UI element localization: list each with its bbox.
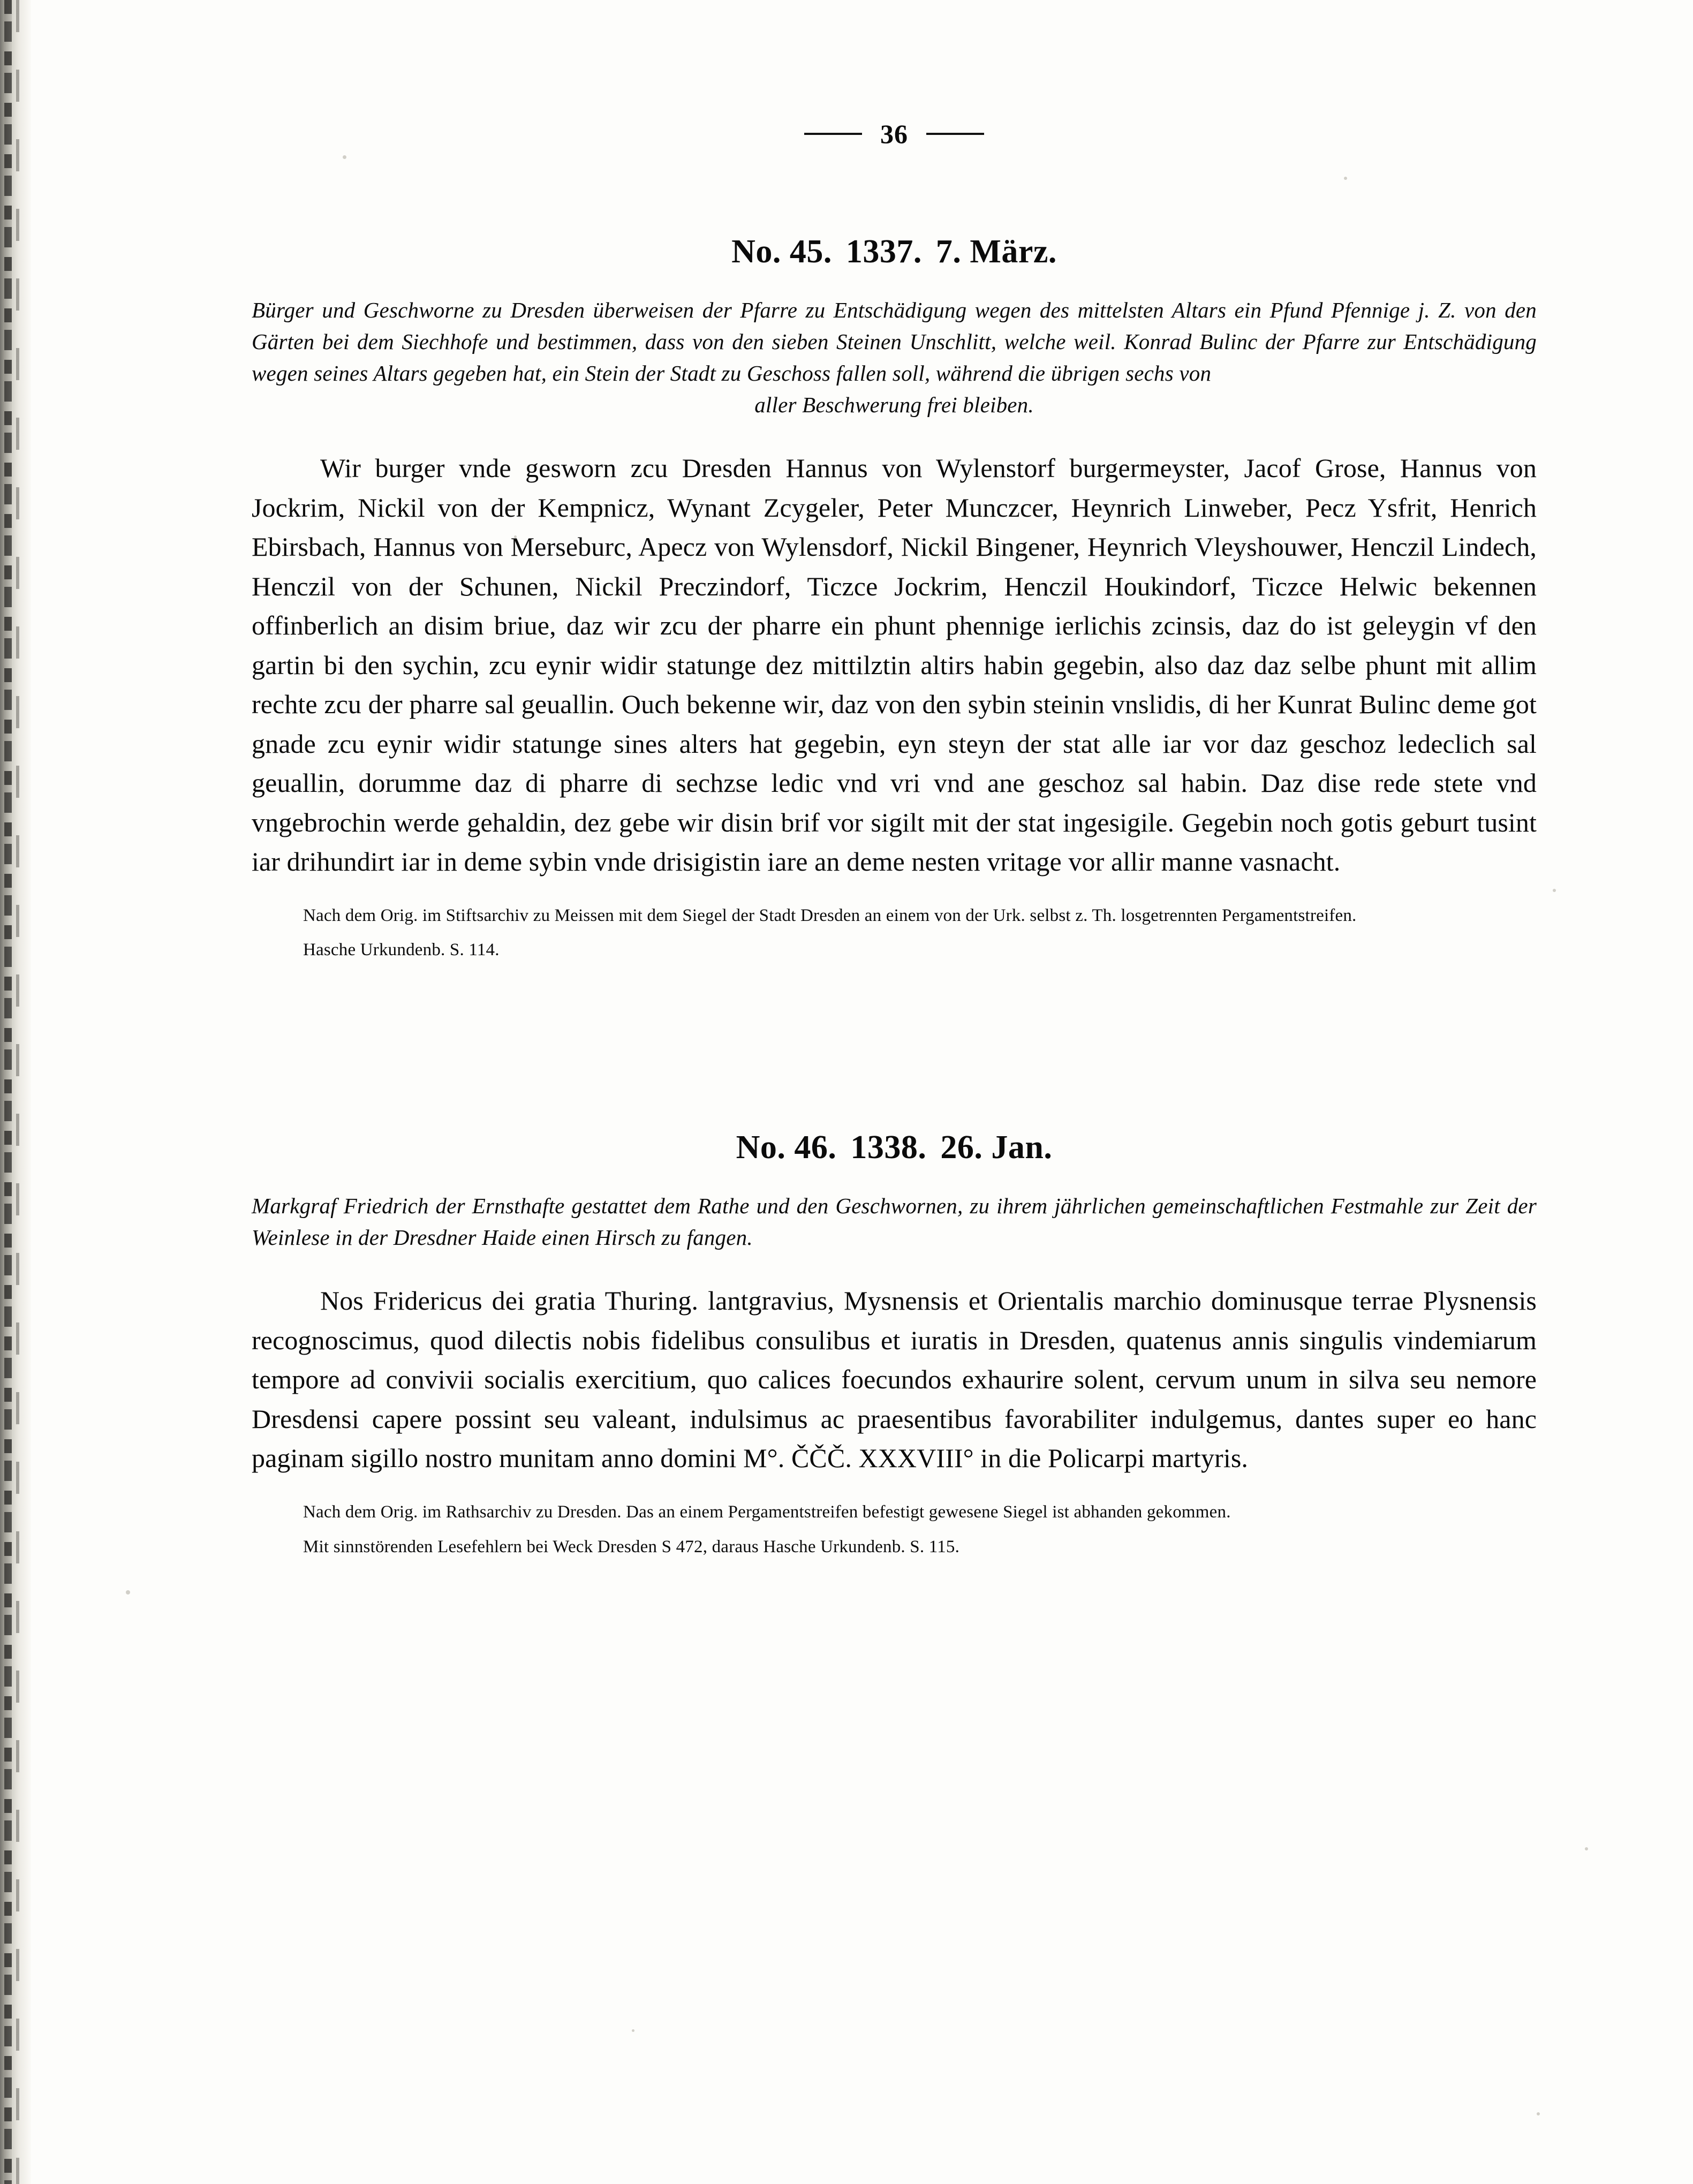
charter-reference-note-45: Hasche Urkundenb. S. 114. (303, 940, 500, 960)
scan-speck (1553, 889, 1556, 892)
charter-heading-46 (252, 1129, 1537, 1167)
charter-date-46: 26. Jan. (940, 1129, 1053, 1166)
section-spacer (252, 963, 1537, 1043)
charter-number-45: No. 45. (731, 233, 832, 270)
charter-year-45: 1337. (845, 233, 922, 270)
charter-heading-45 (252, 233, 1537, 271)
regest-line: Markgraf Friedrich der Ernsthafte gestattet dem Rathe und den Geschwornen, zu ihrem jährlichen (252, 1193, 1146, 1219)
page-number: 36 (880, 119, 908, 149)
charter-source-note-45: Nach dem Orig. im Stiftsarchiv zu Meissen mit dem Siegel der Stadt Dresden an einem von der Urk. selbst z. Th. losgetrennten Pergamentstreifen. (303, 905, 1357, 925)
charter-number-46: No. 46. (736, 1129, 837, 1166)
charter-body-46: Nos Fridericus dei gratia Thuring. lantgravius, Mysnensis et Orientalis marchio dominusque terrae Plysnensis recognoscimus, quod dilectis nobis fidelibus consulibus et iuratis in Dresden, quatenus annis singulis vindemiarum tempore ad convivii socialis exercitium, quo calices foecundos exhaurire solent, cervum unum in silva seu nemore Dresdensi capere possint seu valeant, indulsimus ac praesentibus favorabiliter indulgemus, dantes super eo hanc paginam sigillo nostro munitam anno domini M°. ČČČ. XXXVIII° in die Policarpi martyris. (252, 1286, 1537, 1473)
regest-line: Altars ein Pfund Pfennige j. Z. von den Gärten bei dem Siechhofe und bestimmen, dass von den (252, 298, 1537, 354)
scan-binding-edge (0, 0, 31, 2184)
folio-rule-left (804, 133, 862, 135)
charter-entry-45 (252, 233, 1537, 963)
charter-regest-46 (252, 1190, 1537, 1253)
regest-line: Bürger und Geschworne zu Dresden überweisen der Pfarre zu Entschädigung wegen des mittelsten (252, 298, 1164, 322)
scan-binding-streak (16, 0, 19, 2184)
folio-rule-right (926, 133, 984, 135)
charter-body-45: Wir burger vnde gesworn zcu Dresden Hannus von Wylenstorf burgermeyster, Jacof Grose, Hannus von Jockrim, Nickil von der Kempnicz, Wynant Zcygeler, Peter Munczcer, Heynrich Linweber, Pecz Ysfrit, Henrich Ebirsbach, Hannus von Merseburc, Apecz von Wylensdorf, Nickil Bingener, Heynrich Vleyshouwer, Henczil Lindech, Henczil von der Schunen, Nickil Preczindorf, Ticzce Jockrim, Henczil Houkindorf, Ticzce Helwic bekennen offinberlich an disim briue, daz wir zcu der pharre ein phunt phennige ierlichis zcinsis, daz do ist geleygin vf den gartin bi den sychin, zcu eynir widir statunge dez mittilztin altirs habin gegebin, also daz daz selbe phunt mit allim rechte zcu der pharre sal geuallin. Ouch bekenne wir, daz von den sybin steinin vnslidis, di her Kunrat Bulinc deme got gnade zcu eynir widir statunge sines alters hat gegebin, eyn steyn der stat alle iar vor daz geschoz ledeclich sal geuallin, dorumme daz di pharre di sechzse ledic vnd vri vnd ane geschoz sal habin. Daz dise rede stete vnd vngebrochin werde gehaldin, dez gebe wir disin brif vor sigilt mit der stat ingesigile. Gegebin noch gotis geburt tusint iar drihundirt iar in deme sybin vnde drisigistin iare an deme nesten vritage vor allir manne vasnacht. (252, 453, 1537, 877)
charter-date-45: 7. März. (935, 233, 1057, 270)
page-number-header (252, 120, 1537, 147)
charter-reference-note-46: Mit sinnstörenden Lesefehlern bei Weck Dresden S 472, daraus Hasche Urkundenb. S. 115. (303, 1537, 960, 1556)
scan-speck (1537, 2112, 1540, 2115)
charter-regest-45 (252, 294, 1537, 421)
charter-source-note-46: Nach dem Orig. im Rathsarchiv zu Dresden. Das an einem Pergamentstreifen befestigt gewesene Siegel ist abhanden gekommen. (303, 1502, 1231, 1522)
charter-year-46: 1338. (850, 1129, 927, 1166)
regest-line: sieben Steinen Unschlitt, welche weil. Konrad Bulinc der Pfarre zur Entschädigung wegen seines (252, 329, 1537, 386)
scan-speck (1585, 1847, 1588, 1850)
charter-entry-46 (252, 1129, 1537, 1559)
regest-line: aller Beschwerung frei bleiben. (754, 392, 1034, 418)
scan-speck (126, 1590, 130, 1594)
regest-line: gemeinschaftlichen Festmahle zur Zeit der Weinlese in der Dresdner Haide einen Hirsch zu fangen. (252, 1193, 1537, 1250)
page-content-column (252, 0, 1537, 1560)
scan-speck (632, 2029, 634, 2032)
regest-line: Altars gegeben hat, ein Stein der Stadt zu Geschoss fallen soll, während die übrigen sechs von (373, 361, 1212, 386)
